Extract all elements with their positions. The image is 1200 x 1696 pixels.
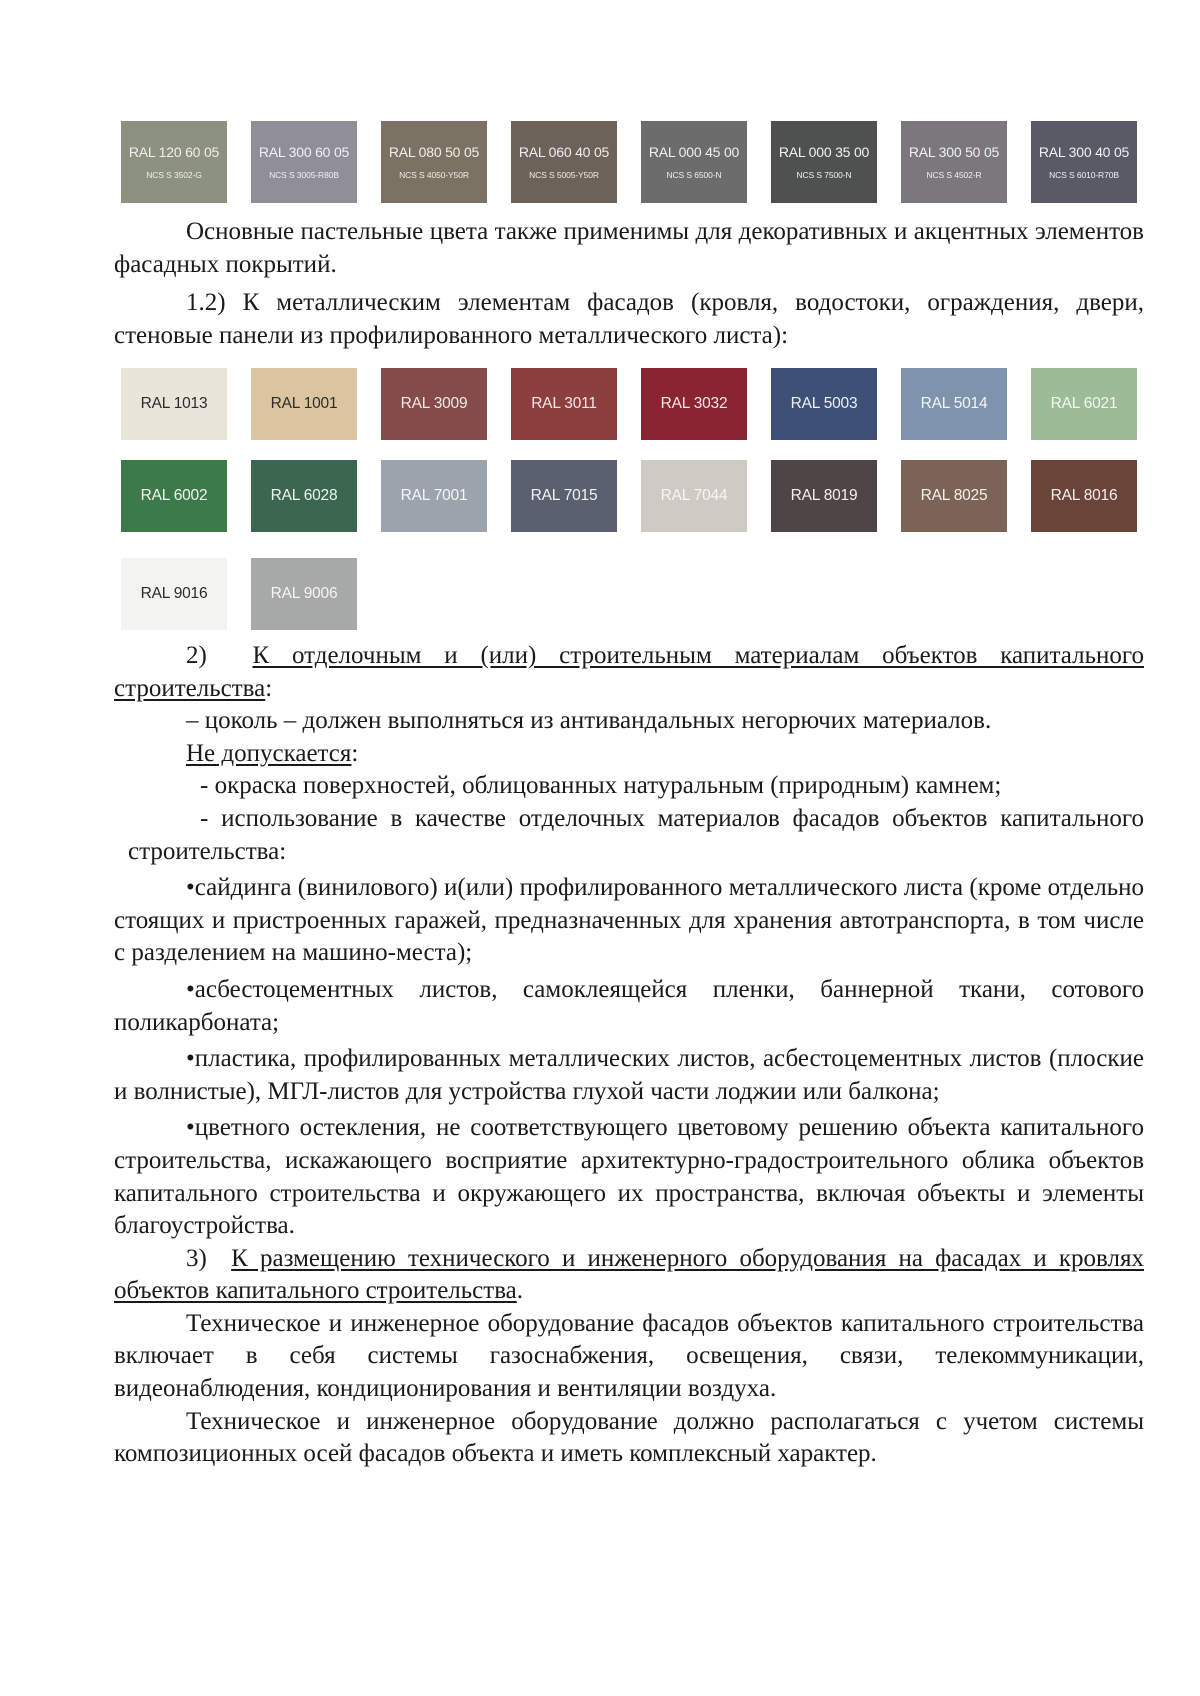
item-ispolzovanie: - использование в качестве отделочных материалов фасадов объектов капитального строительства: [128, 804, 1144, 865]
section-3-number: 3) [186, 1244, 207, 1272]
color-swatch [641, 368, 747, 440]
swatch-ral-code: RAL 000 35 00 [778, 144, 870, 160]
color-swatch [511, 460, 617, 532]
swatch-ral-code: RAL 8019 [790, 487, 858, 504]
paragraph-equipment-placement: Техническое и инженерное оборудование должно располагаться с учетом системы композиционных осей фасадов объекта и иметь комплексный характер. [114, 1407, 1144, 1468]
swatch-ral-code: RAL 300 60 05 [258, 144, 350, 160]
swatch-ral-code: RAL 060 40 05 [518, 144, 610, 160]
color-swatch [381, 460, 487, 532]
bullet-glazing: •цветного остекления, не соответствующего цветовому решению объекта капитального строительства, искажающего восприятие архитектурно-градостроительного облика объектов капитального строительства и окружающего их пространства, включая объекты и элементы благоустройства. [114, 1114, 1144, 1240]
swatch-ncs-code: NCS S 3502-G [146, 170, 202, 180]
color-swatch [381, 121, 487, 203]
swatch-ral-code: RAL 120 60 05 [128, 144, 220, 160]
swatch-ral-code: RAL 300 50 05 [908, 144, 1000, 160]
bullet-asbestos: •асбестоцементных листов, самоклеящейся пленки, баннерной ткани, сотового поликарбоната; [114, 975, 1144, 1036]
color-swatch [1031, 121, 1137, 203]
paragraph-pastel-colors: Основные пастельные цвета также применимы для декоративных и акцентных элементов фасадных покрытий. [114, 218, 1144, 278]
section-3-heading [114, 1243, 1144, 1308]
swatch-ral-code: RAL 3011 [531, 395, 597, 412]
bullet-siding: •сайдинга (винилового) и(или) профилированного металлического листа (кроме отдельно стоящих и пристроенных гаражей, предназначенных для хранения автотранспорта, в том числе с разделением на машино-места); [114, 874, 1144, 967]
color-swatch [641, 121, 747, 203]
color-swatch [121, 558, 227, 630]
swatch-ral-code: RAL 6002 [140, 487, 208, 504]
color-swatch [771, 460, 877, 532]
paragraph-equipment-includes: Техническое и инженерное оборудование фасадов объектов капитального строительства включает в себя системы газоснабжения, освещения, связи, телекоммуникации, видеонаблюдения, кондиционирования и вентиляции воздуха. [114, 1309, 1144, 1403]
main-text-block [114, 640, 1144, 1471]
swatch-ncs-code: NCS S 4050-Y50R [399, 170, 469, 180]
swatch-ral-code: RAL 7015 [530, 487, 598, 504]
swatch-ncs-code: NCS S 6500-N [666, 170, 722, 180]
swatch-ral-code: RAL 3009 [400, 395, 468, 412]
color-swatch [771, 121, 877, 203]
swatch-ral-code: RAL 080 50 05 [388, 144, 480, 160]
paragraph-metal-elements: 1.2) К металлическим элементам фасадов (кровля, водостоки, ограждения, двери, стеновые панели из профилированного металлического листа): [114, 289, 1144, 349]
swatch-ral-code: RAL 8016 [1050, 487, 1118, 504]
color-swatch [511, 121, 617, 203]
swatch-ral-code: RAL 8025 [920, 487, 988, 504]
intro-text-block [114, 216, 1144, 352]
not-allowed-label: Не допускается [186, 739, 352, 767]
swatch-ral-code: RAL 1001 [270, 395, 338, 412]
section-2-title-colon: : [265, 674, 273, 702]
swatch-ncs-code: NCS S 7500-N [796, 170, 852, 180]
section-3-title: К размещению технического и инженерного оборудования на фасадах и кровлях объектов капитального строительства [114, 1244, 1145, 1305]
color-swatch [771, 368, 877, 440]
bullet-plastic: •пластика, профилированных металлических листов, асбестоцементных листов (плоские и волнистые), МГЛ-листов для устройства глухой части лоджии или балкона; [114, 1045, 1144, 1105]
color-swatch [641, 460, 747, 532]
swatch-ncs-code: NCS S 6010-R70B [1049, 170, 1119, 180]
color-swatch [121, 368, 227, 440]
not-allowed-heading [114, 738, 1144, 771]
section-2-number: 2) [186, 642, 207, 669]
color-swatch [251, 368, 357, 440]
swatch-ncs-code: NCS S 5005-Y50R [529, 170, 599, 180]
swatch-ral-code: RAL 000 45 00 [648, 144, 740, 160]
swatch-ral-code: RAL 1013 [140, 395, 208, 412]
color-swatch [901, 121, 1007, 203]
section-2-title: К отделочным и (или) строительным материалам объектов капитального строительства [114, 642, 1144, 702]
item-okraska: - окраска поверхностей, облицованных натуральным (природным) камнем; [200, 772, 1002, 800]
color-swatch [121, 460, 227, 532]
color-swatch [1031, 368, 1137, 440]
color-swatch [251, 121, 357, 203]
color-swatch [251, 558, 357, 630]
swatch-ral-code: RAL 5003 [790, 395, 858, 412]
not-allowed-colon: : [351, 739, 359, 767]
color-swatch [381, 368, 487, 440]
swatch-ral-code: RAL 3032 [660, 395, 728, 412]
color-swatch [1031, 460, 1137, 532]
swatch-ral-code: RAL 6021 [1050, 395, 1118, 412]
swatch-ral-code: RAL 300 40 05 [1038, 144, 1130, 160]
color-swatch [251, 460, 357, 532]
swatch-ral-code: RAL 9016 [140, 585, 208, 602]
color-swatch [121, 121, 227, 203]
swatch-ral-code: RAL 7044 [660, 487, 728, 504]
color-swatch [511, 368, 617, 440]
color-swatch [901, 460, 1007, 532]
section-3-title-period: . [516, 1277, 524, 1305]
item-tsokol: – цоколь – должен выполняться из антивандальных негорючих материалов. [186, 707, 992, 735]
swatch-ral-code: RAL 9006 [270, 585, 338, 602]
swatch-ral-code: RAL 7001 [400, 487, 468, 504]
section-2-heading [114, 640, 1144, 705]
swatch-ncs-code: NCS S 4502-R [926, 170, 982, 180]
swatch-ral-code: RAL 5014 [920, 395, 988, 412]
swatch-ncs-code: NCS S 3005-R80B [269, 170, 339, 180]
swatch-ral-code: RAL 6028 [270, 487, 338, 504]
color-swatch [901, 368, 1007, 440]
